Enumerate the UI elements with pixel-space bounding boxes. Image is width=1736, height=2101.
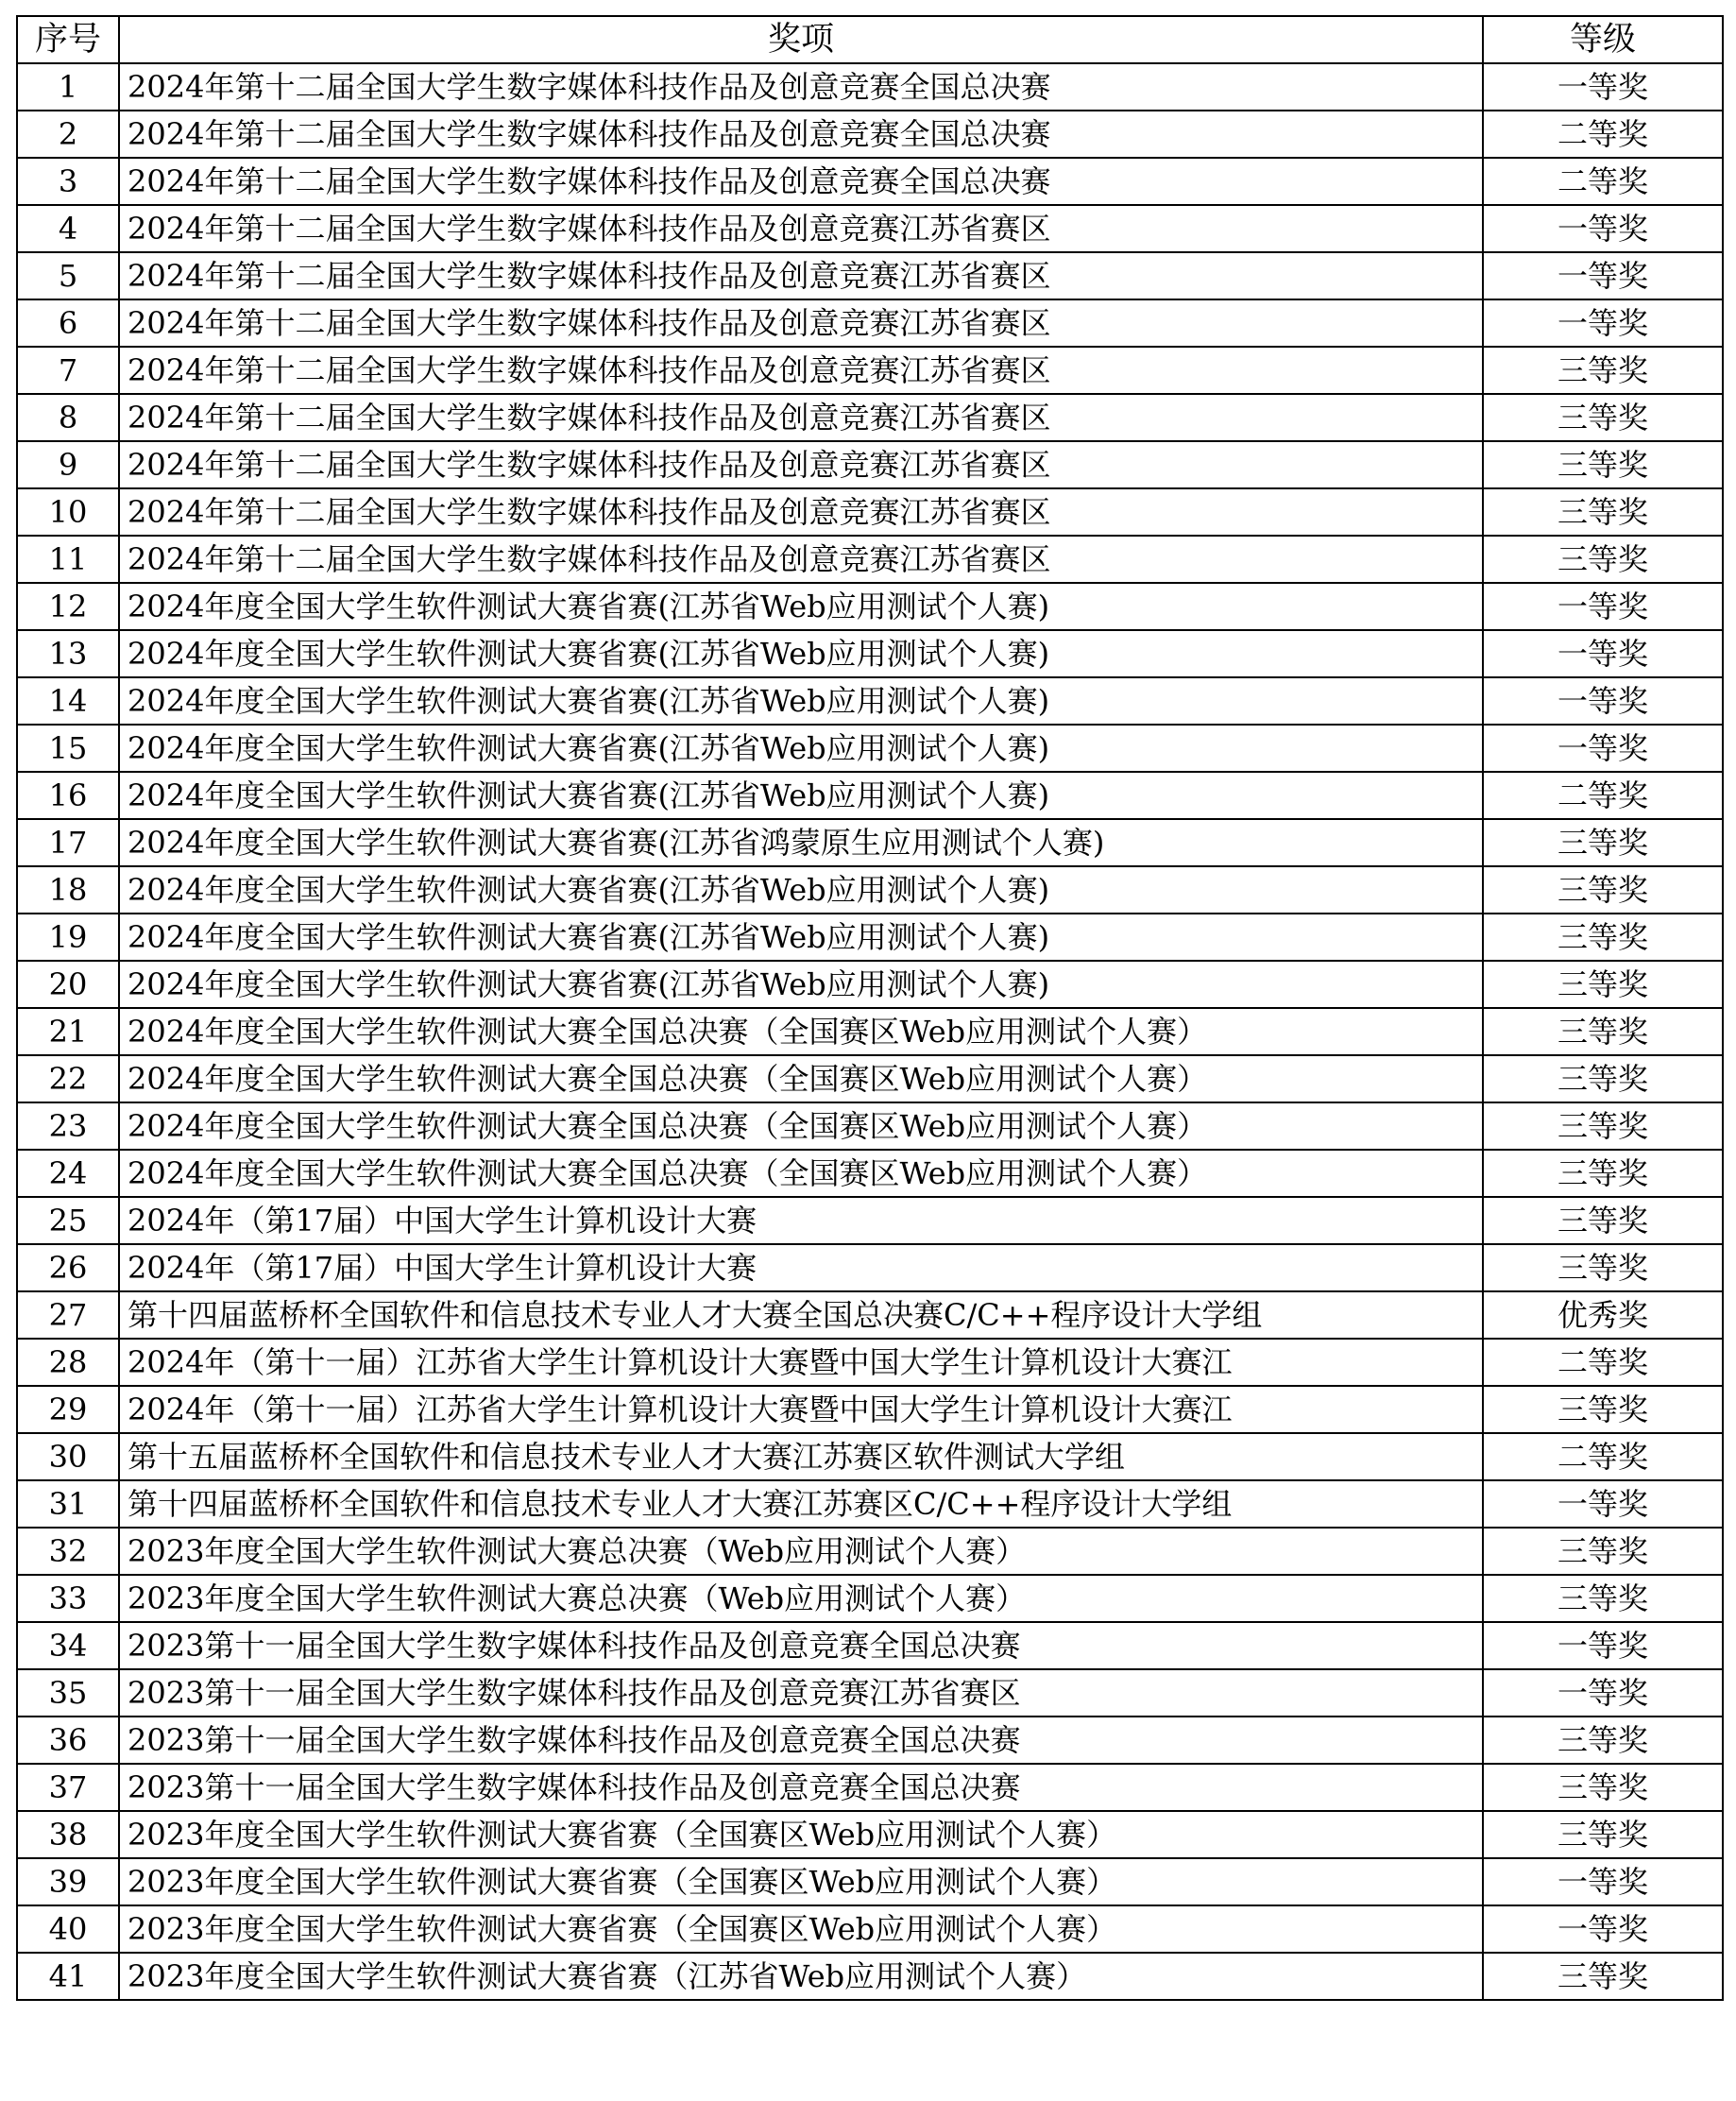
table-row [17,1055,1723,1102]
table-row [17,205,1723,252]
row-level: 一等奖 [1483,677,1723,725]
row-index: 36 [17,1717,119,1764]
row-level: 一等奖 [1483,1480,1723,1528]
table-row [17,441,1723,488]
row-award: 2023第十一届全国大学生数字媒体科技作品及创意竞赛全国总决赛 [119,1764,1483,1811]
row-level: 二等奖 [1483,1339,1723,1386]
table-row [17,1905,1723,1953]
row-index: 17 [17,819,119,866]
row-award: 2024年第十二届全国大学生数字媒体科技作品及创意竞赛江苏省赛区 [119,347,1483,394]
row-level: 三等奖 [1483,347,1723,394]
row-level: 一等奖 [1483,725,1723,772]
header-award: 奖项 [119,16,1483,63]
table-row [17,725,1723,772]
table-row [17,158,1723,205]
table-row [17,394,1723,441]
table-body [17,63,1723,2000]
table-row [17,1953,1723,2000]
table-row [17,1433,1723,1480]
row-index: 23 [17,1102,119,1150]
table-row [17,1858,1723,1905]
row-index: 6 [17,299,119,347]
row-index: 32 [17,1528,119,1575]
row-award: 2024年度全国大学生软件测试大赛省赛(江苏省Web应用测试个人赛) [119,630,1483,677]
table-row [17,536,1723,583]
row-level: 二等奖 [1483,1433,1723,1480]
row-index: 9 [17,441,119,488]
row-index: 12 [17,583,119,630]
row-index: 29 [17,1386,119,1433]
row-level: 三等奖 [1483,1102,1723,1150]
row-level: 三等奖 [1483,441,1723,488]
table-row [17,1244,1723,1291]
row-level: 一等奖 [1483,1858,1723,1905]
row-level: 二等奖 [1483,772,1723,819]
row-award: 2023年度全国大学生软件测试大赛省赛（全国赛区Web应用测试个人赛） [119,1811,1483,1858]
table-row [17,961,1723,1008]
row-level: 三等奖 [1483,1764,1723,1811]
row-award: 2024年第十二届全国大学生数字媒体科技作品及创意竞赛江苏省赛区 [119,488,1483,536]
row-index: 28 [17,1339,119,1386]
row-level: 一等奖 [1483,1905,1723,1953]
row-index: 10 [17,488,119,536]
row-level: 一等奖 [1483,1622,1723,1669]
row-award: 2024年度全国大学生软件测试大赛省赛(江苏省Web应用测试个人赛) [119,725,1483,772]
table-row [17,1811,1723,1858]
row-level: 三等奖 [1483,1528,1723,1575]
row-index: 35 [17,1669,119,1717]
table-header [17,16,1723,63]
row-award: 2024年第十二届全国大学生数字媒体科技作品及创意竞赛江苏省赛区 [119,252,1483,299]
row-award: 2024年第十二届全国大学生数字媒体科技作品及创意竞赛江苏省赛区 [119,536,1483,583]
table-row [17,63,1723,111]
row-index: 41 [17,1953,119,2000]
row-award: 2024年度全国大学生软件测试大赛全国总决赛（全国赛区Web应用测试个人赛） [119,1102,1483,1150]
row-level: 三等奖 [1483,1575,1723,1622]
row-level: 三等奖 [1483,1717,1723,1764]
row-level: 一等奖 [1483,1669,1723,1717]
table-row [17,1622,1723,1669]
row-level: 三等奖 [1483,1386,1723,1433]
table-row [17,1339,1723,1386]
table-row [17,1102,1723,1150]
row-index: 40 [17,1905,119,1953]
table-row [17,1008,1723,1055]
row-award: 2024年（第十一届）江苏省大学生计算机设计大赛暨中国大学生计算机设计大赛江 [119,1339,1483,1386]
row-award: 2023年度全国大学生软件测试大赛省赛（全国赛区Web应用测试个人赛） [119,1858,1483,1905]
row-index: 33 [17,1575,119,1622]
row-index: 21 [17,1008,119,1055]
row-award: 2024年第十二届全国大学生数字媒体科技作品及创意竞赛江苏省赛区 [119,394,1483,441]
row-level: 一等奖 [1483,583,1723,630]
row-index: 8 [17,394,119,441]
row-index: 15 [17,725,119,772]
table-row [17,299,1723,347]
row-award: 2024年度全国大学生软件测试大赛全国总决赛（全国赛区Web应用测试个人赛） [119,1008,1483,1055]
row-award: 2024年（第十一届）江苏省大学生计算机设计大赛暨中国大学生计算机设计大赛江 [119,1386,1483,1433]
table-row [17,914,1723,961]
row-award: 2023第十一届全国大学生数字媒体科技作品及创意竞赛江苏省赛区 [119,1669,1483,1717]
row-award: 2024年度全国大学生软件测试大赛全国总决赛（全国赛区Web应用测试个人赛） [119,1150,1483,1197]
row-level: 三等奖 [1483,914,1723,961]
row-award: 2024年度全国大学生软件测试大赛省赛(江苏省Web应用测试个人赛) [119,583,1483,630]
table-row [17,1764,1723,1811]
row-award: 2024年第十二届全国大学生数字媒体科技作品及创意竞赛江苏省赛区 [119,205,1483,252]
row-index: 5 [17,252,119,299]
table-row [17,347,1723,394]
row-index: 24 [17,1150,119,1197]
row-award: 2024年第十二届全国大学生数字媒体科技作品及创意竞赛全国总决赛 [119,158,1483,205]
header-row [17,16,1723,63]
row-index: 14 [17,677,119,725]
row-level: 三等奖 [1483,488,1723,536]
row-award: 第十四届蓝桥杯全国软件和信息技术专业人才大赛江苏赛区C/C++程序设计大学组 [119,1480,1483,1528]
row-index: 39 [17,1858,119,1905]
row-level: 三等奖 [1483,1008,1723,1055]
row-level: 三等奖 [1483,536,1723,583]
row-award: 2024年度全国大学生软件测试大赛省赛(江苏省Web应用测试个人赛) [119,772,1483,819]
header-level: 等级 [1483,16,1723,63]
row-level: 一等奖 [1483,63,1723,111]
row-level: 三等奖 [1483,866,1723,914]
row-index: 25 [17,1197,119,1244]
table-row [17,488,1723,536]
row-level: 二等奖 [1483,111,1723,158]
table-row [17,1386,1723,1433]
row-index: 20 [17,961,119,1008]
row-level: 一等奖 [1483,630,1723,677]
table-row [17,1717,1723,1764]
table-row [17,1528,1723,1575]
row-index: 38 [17,1811,119,1858]
row-award: 2023年度全国大学生软件测试大赛省赛（江苏省Web应用测试个人赛） [119,1953,1483,2000]
row-award: 2023年度全国大学生软件测试大赛总决赛（Web应用测试个人赛） [119,1575,1483,1622]
row-index: 27 [17,1291,119,1339]
row-index: 37 [17,1764,119,1811]
table-row [17,1669,1723,1717]
header-index: 序号 [17,16,119,63]
table-row [17,252,1723,299]
row-index: 16 [17,772,119,819]
row-index: 4 [17,205,119,252]
row-award: 第十五届蓝桥杯全国软件和信息技术专业人才大赛江苏赛区软件测试大学组 [119,1433,1483,1480]
row-index: 26 [17,1244,119,1291]
row-index: 2 [17,111,119,158]
row-index: 34 [17,1622,119,1669]
row-level: 一等奖 [1483,252,1723,299]
row-award: 2024年度全国大学生软件测试大赛全国总决赛（全国赛区Web应用测试个人赛） [119,1055,1483,1102]
row-index: 31 [17,1480,119,1528]
row-level: 一等奖 [1483,205,1723,252]
row-award: 2024年度全国大学生软件测试大赛省赛(江苏省鸿蒙原生应用测试个人赛) [119,819,1483,866]
row-level: 三等奖 [1483,1811,1723,1858]
row-level: 三等奖 [1483,1197,1723,1244]
row-level: 优秀奖 [1483,1291,1723,1339]
row-award: 2024年第十二届全国大学生数字媒体科技作品及创意竞赛全国总决赛 [119,63,1483,111]
row-index: 19 [17,914,119,961]
row-level: 二等奖 [1483,158,1723,205]
row-index: 30 [17,1433,119,1480]
row-level: 一等奖 [1483,299,1723,347]
awards-table [16,15,1724,2001]
table-row [17,111,1723,158]
row-award: 2024年度全国大学生软件测试大赛省赛(江苏省Web应用测试个人赛) [119,961,1483,1008]
row-level: 三等奖 [1483,1150,1723,1197]
row-index: 7 [17,347,119,394]
row-index: 1 [17,63,119,111]
row-award: 第十四届蓝桥杯全国软件和信息技术专业人才大赛全国总决赛C/C++程序设计大学组 [119,1291,1483,1339]
table-row [17,1291,1723,1339]
row-award: 2024年第十二届全国大学生数字媒体科技作品及创意竞赛江苏省赛区 [119,441,1483,488]
row-index: 11 [17,536,119,583]
row-award: 2024年第十二届全国大学生数字媒体科技作品及创意竞赛江苏省赛区 [119,299,1483,347]
row-level: 三等奖 [1483,1244,1723,1291]
row-award: 2023年度全国大学生软件测试大赛总决赛（Web应用测试个人赛） [119,1528,1483,1575]
table-row [17,1575,1723,1622]
table-row [17,866,1723,914]
row-index: 18 [17,866,119,914]
row-level: 三等奖 [1483,1055,1723,1102]
row-index: 13 [17,630,119,677]
row-award: 2024年度全国大学生软件测试大赛省赛(江苏省Web应用测试个人赛) [119,677,1483,725]
row-award: 2024年度全国大学生软件测试大赛省赛(江苏省Web应用测试个人赛) [119,914,1483,961]
table-row [17,677,1723,725]
row-level: 三等奖 [1483,819,1723,866]
row-award: 2024年（第17届）中国大学生计算机设计大赛 [119,1197,1483,1244]
row-award: 2024年度全国大学生软件测试大赛省赛(江苏省Web应用测试个人赛) [119,866,1483,914]
row-level: 三等奖 [1483,961,1723,1008]
row-award: 2023第十一届全国大学生数字媒体科技作品及创意竞赛全国总决赛 [119,1622,1483,1669]
row-index: 3 [17,158,119,205]
table-row [17,772,1723,819]
table-row [17,630,1723,677]
table-row [17,583,1723,630]
row-index: 22 [17,1055,119,1102]
row-level: 三等奖 [1483,1953,1723,2000]
table-row [17,1197,1723,1244]
row-award: 2023第十一届全国大学生数字媒体科技作品及创意竞赛全国总决赛 [119,1717,1483,1764]
table-row [17,1480,1723,1528]
table-row [17,1150,1723,1197]
table-row [17,819,1723,866]
row-award: 2024年（第17届）中国大学生计算机设计大赛 [119,1244,1483,1291]
row-level: 三等奖 [1483,394,1723,441]
row-award: 2023年度全国大学生软件测试大赛省赛（全国赛区Web应用测试个人赛） [119,1905,1483,1953]
row-award: 2024年第十二届全国大学生数字媒体科技作品及创意竞赛全国总决赛 [119,111,1483,158]
